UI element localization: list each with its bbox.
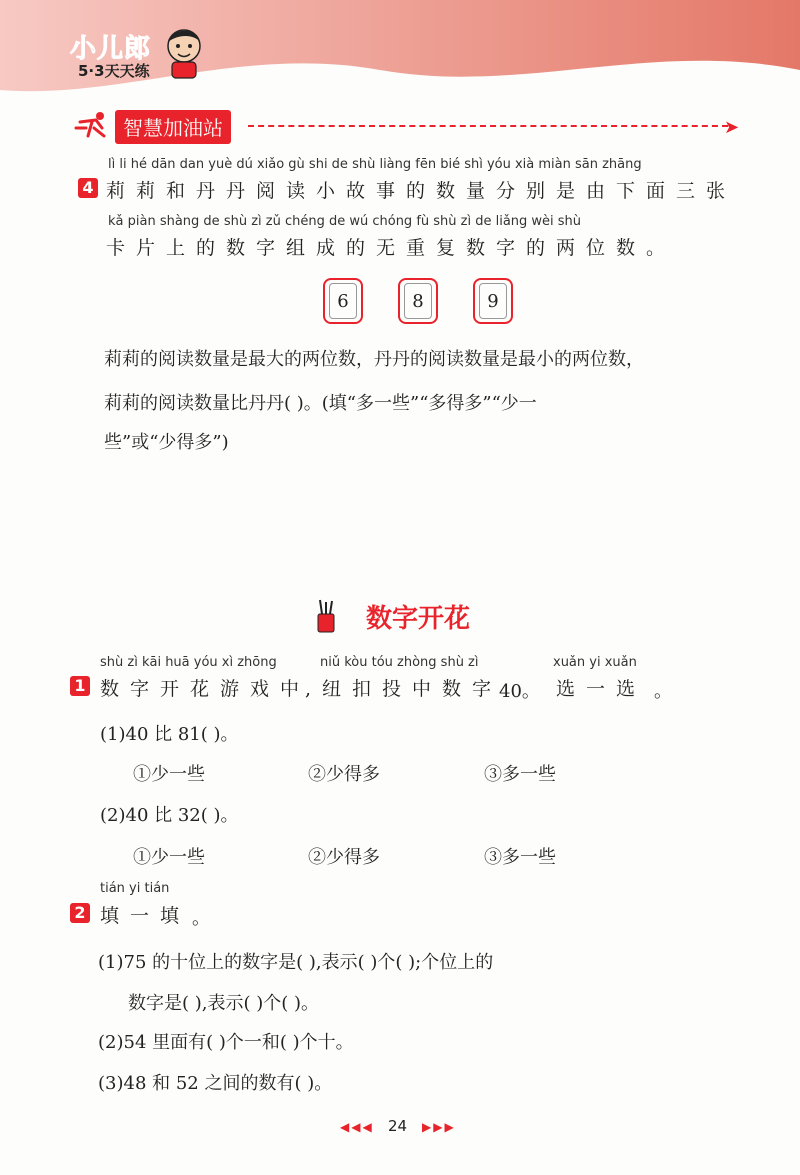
q1-hanzi-a: 数字开花游戏中	[100, 678, 311, 700]
arrow-right-icon: ➤	[724, 117, 740, 138]
q2-number-badge: 2	[70, 903, 90, 923]
q1-pinyin-b: niǔ kòu tóu zhòng shù zì	[320, 655, 479, 670]
option-2: ②少得多	[308, 847, 380, 868]
option-3: ③多一些	[484, 764, 556, 785]
q2-hanzi: 填一填	[100, 905, 191, 927]
q1-hanzi-d: 选一选	[556, 678, 647, 700]
footer-right-arrows: ▶▶▶	[422, 1120, 456, 1134]
digit-card-value: 8	[404, 283, 432, 319]
q1-hanzi-e: 。	[654, 681, 672, 702]
q4-hanzi-line2: 卡片上的数字组成的无重复数字的两位数。	[106, 237, 677, 259]
pencil-cup-icon	[314, 598, 338, 634]
logo-title: 小儿郎	[70, 34, 152, 64]
option-1: ①少一些	[133, 764, 205, 785]
q1-pinyin-a: shù zì kāi huā yóu xì zhōng	[100, 655, 277, 670]
section-divider	[248, 125, 728, 129]
section-heading: 数字开花	[366, 604, 471, 634]
digit-card-value: 9	[479, 283, 507, 319]
q2-line1: (1)75 的十位上的数字是( ),表示( )个( );个位上的	[98, 952, 494, 973]
q2-line2: 数字是( ),表示( )个( )。	[128, 993, 320, 1014]
q2-pinyin: tián yi tián	[100, 881, 170, 896]
running-figure-icon	[74, 110, 110, 140]
q4-number-badge: 4	[78, 178, 98, 198]
q1-hanzi-b: ,纽扣投中数字	[305, 678, 503, 700]
q1-hanzi-c: 40。	[499, 681, 540, 702]
option-2: ②少得多	[308, 764, 380, 785]
q4-hanzi-line1: 莉莉和丹丹阅读小故事的数量分别是由下面三张	[106, 180, 737, 202]
q2-line4: (3)48 和 52 之间的数有( )。	[98, 1073, 333, 1094]
section-title: 智慧加油站	[115, 110, 231, 144]
q1-number-badge: 1	[70, 676, 90, 696]
q4-text-line2: 莉莉的阅读数量比丹丹( )。(填“多一些”“多得多”“少一	[104, 393, 537, 414]
option-3: ③多一些	[484, 847, 556, 868]
q4-text-line1: 莉莉的阅读数量是最大的两位数，丹丹的阅读数量是最小的两位数，	[104, 349, 644, 370]
digit-card	[323, 278, 363, 324]
footer-left-arrows: ◀◀◀	[340, 1120, 374, 1134]
q4-pinyin-line1: lì li hé dān dan yuè dú xiǎo gù shi de shù liàng fēn bié shì yóu xià miàn sān zhāng	[108, 157, 642, 172]
q4-text-line3: 些”或“少得多”)	[104, 432, 229, 453]
q1-sub1: (1)40 比 81( )。	[100, 724, 239, 745]
q4-pinyin-line2: kǎ piàn shàng de shù zì zǔ chéng de wú chóng fù shù zì de liǎng wèi shù	[108, 214, 582, 229]
digit-card-value: 6	[329, 283, 357, 319]
digit-card	[473, 278, 513, 324]
page-number: 24	[388, 1117, 408, 1135]
mascot-icon	[160, 24, 208, 80]
digit-card	[398, 278, 438, 324]
q1-pinyin-c: xuǎn yi xuǎn	[553, 655, 637, 670]
option-1: ①少一些	[133, 847, 205, 868]
q1-sub2: (2)40 比 32( )。	[100, 805, 239, 826]
logo-subtitle: 5·3天天练	[78, 62, 150, 80]
q2-line3: (2)54 里面有( )个一和( )个十。	[98, 1032, 354, 1053]
q2-hanzi-end: 。	[192, 908, 210, 929]
